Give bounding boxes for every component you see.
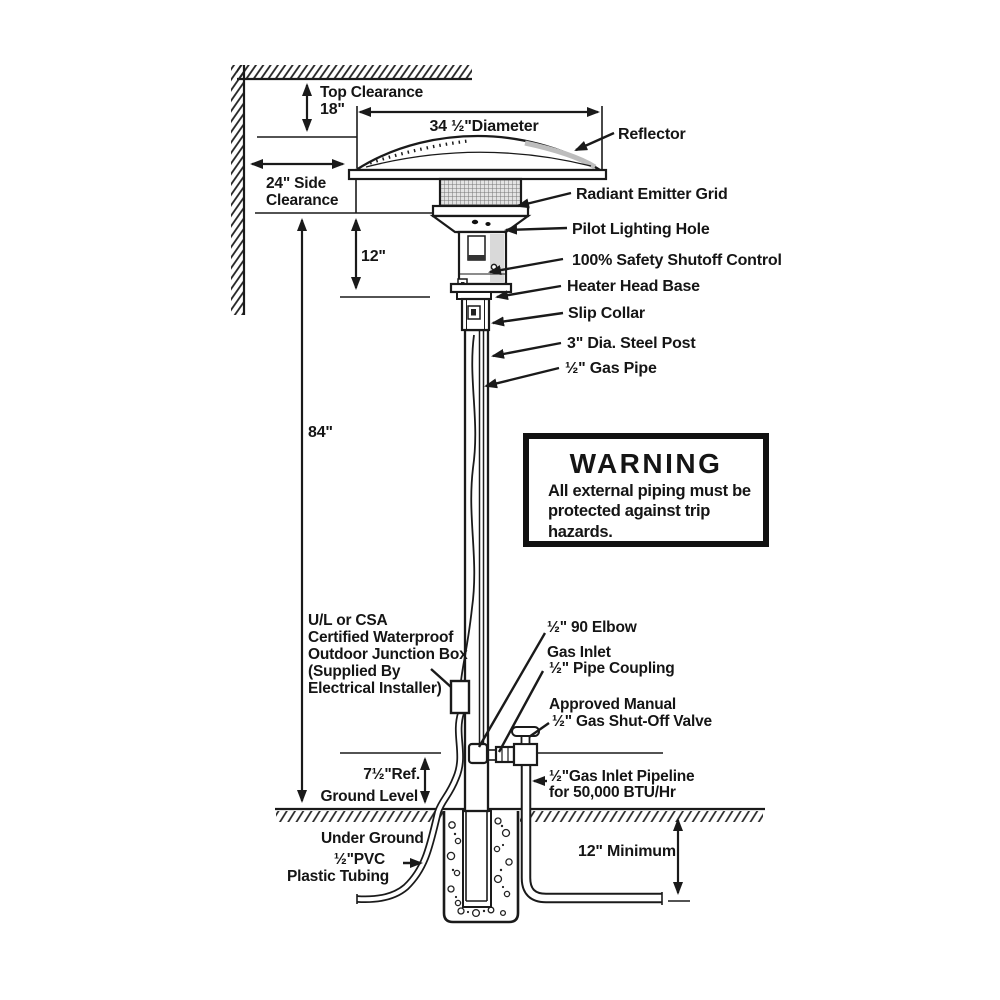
gas-elbow xyxy=(469,744,487,763)
label-gas-pipe: ½" Gas Pipe xyxy=(565,360,657,377)
label-pvc-1: ½"PVC xyxy=(333,851,385,868)
label-reflector: Reflector xyxy=(618,126,686,143)
heater-head-base-flange xyxy=(451,284,511,292)
label-junction-3: Outdoor Junction Box xyxy=(308,646,468,663)
label-junction-2: Certified Waterproof xyxy=(308,629,454,646)
pipe-coupling xyxy=(496,747,514,762)
label-valve-2: ½" Gas Shut-Off Valve xyxy=(552,713,712,730)
heater-head xyxy=(451,232,511,299)
label-gas-inlet: Gas Inlet xyxy=(547,644,611,661)
warning-box xyxy=(526,436,766,544)
pilot-hole-dot xyxy=(472,220,478,224)
label-side-clearance-1: 24" Side xyxy=(266,175,327,192)
label-dim-84: 84" xyxy=(308,424,333,441)
label-ref-height-2: Ground Level xyxy=(320,788,418,805)
warning-line2: protected against trip xyxy=(548,502,711,520)
label-dim-12: 12" xyxy=(361,248,386,265)
label-steel-post: 3" Dia. Steel Post xyxy=(567,335,696,352)
warning-line1: All external piping must be xyxy=(548,482,751,500)
label-junction-5: Electrical Installer) xyxy=(308,680,442,697)
label-pipeline-1: ½"Gas Inlet Pipeline xyxy=(549,768,695,785)
radiant-emitter-grid xyxy=(433,179,528,235)
label-pilot-lighting-hole: Pilot Lighting Hole xyxy=(572,221,710,238)
label-elbow: ½" 90 Elbow xyxy=(547,619,637,636)
ground-line xyxy=(275,809,765,822)
wall-hatch xyxy=(231,65,244,315)
label-side-clearance-2: Clearance xyxy=(266,192,339,209)
valve-stem xyxy=(522,736,530,744)
label-radiant-emitter-grid: Radiant Emitter Grid xyxy=(576,186,728,203)
label-pipeline-2: for 50,000 BTU/Hr xyxy=(549,784,676,801)
warning-title: WARNING xyxy=(569,448,723,479)
label-top-clearance-value: 18" xyxy=(320,101,345,118)
safety-control-knob xyxy=(491,264,496,269)
junction-box xyxy=(451,681,469,713)
label-pvc-2: Plastic Tubing xyxy=(287,868,389,885)
ceiling-hatch xyxy=(237,65,472,79)
label-safety-shutoff: 100% Safety Shutoff Control xyxy=(572,252,782,269)
label-junction-4: (Supplied By xyxy=(308,663,401,680)
label-junction-1: U/L or CSA xyxy=(308,612,388,629)
label-dim-12-min: 12" Minimum xyxy=(578,843,676,860)
label-heater-head-base: Heater Head Base xyxy=(567,278,700,295)
pilot-hole-dot xyxy=(485,222,490,226)
label-valve-1: Approved Manual xyxy=(549,696,677,713)
label-under-ground: Under Ground xyxy=(321,830,424,847)
warning-line3: hazards. xyxy=(548,523,613,541)
shutoff-valve-body xyxy=(514,744,537,765)
label-pipe-coupling: ½" Pipe Coupling xyxy=(549,660,675,677)
slip-collar xyxy=(462,299,489,330)
label-slip-collar: Slip Collar xyxy=(568,305,645,322)
label-diameter: 34 ½"Diameter xyxy=(429,118,539,135)
label-ref-height-1: 7½"Ref. xyxy=(363,766,420,783)
concrete-footing xyxy=(444,811,518,922)
label-top-clearance: Top Clearance xyxy=(320,84,424,101)
reflector-assembly xyxy=(349,136,606,179)
